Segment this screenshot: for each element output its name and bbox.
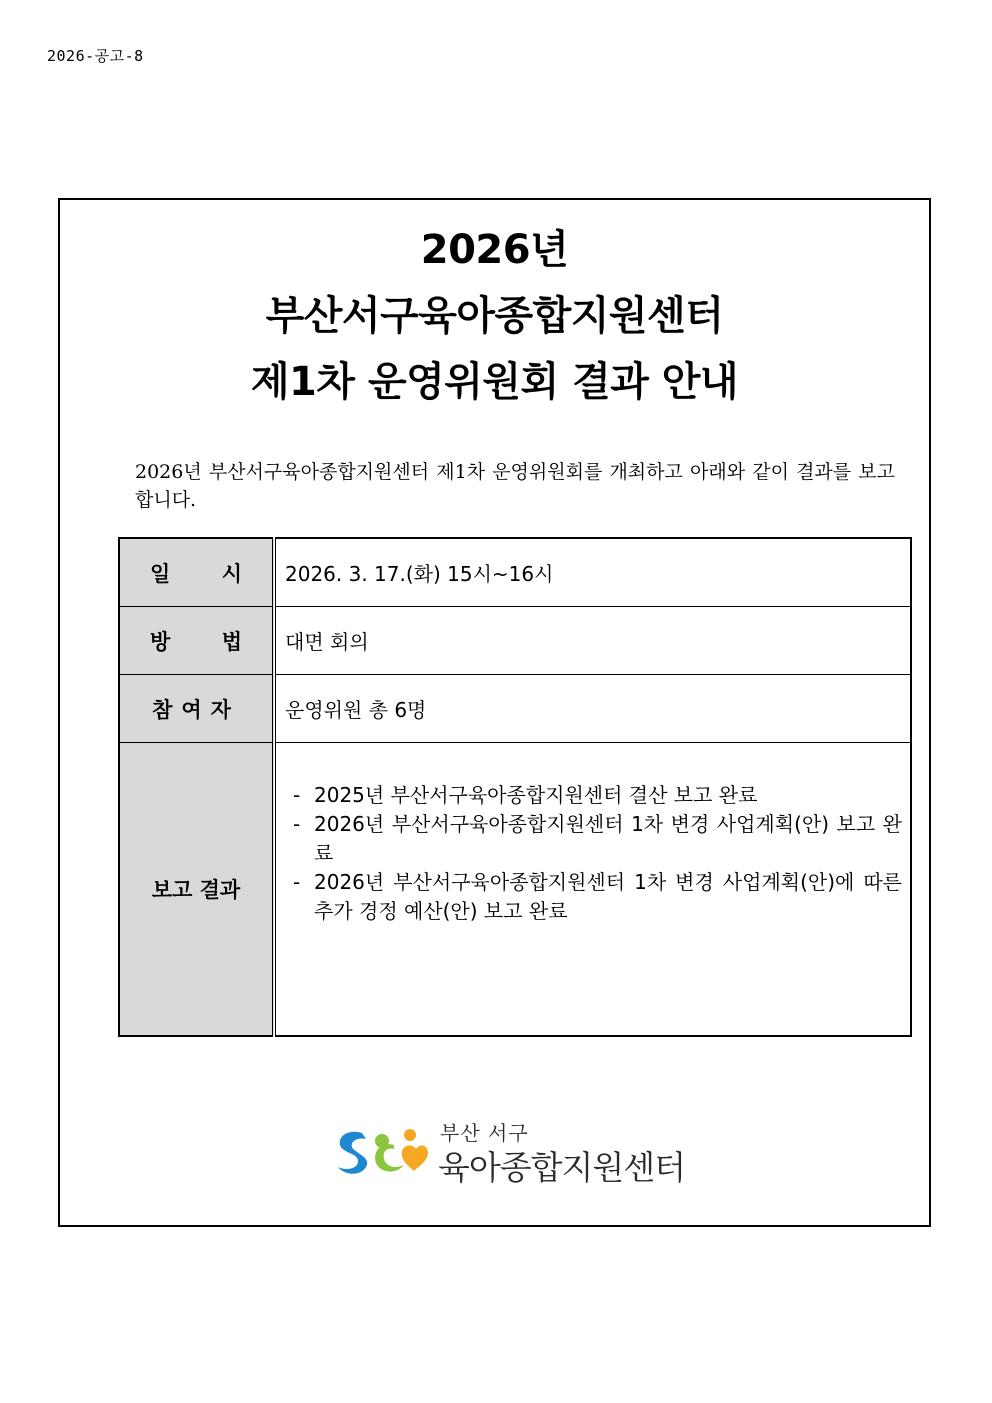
table-row-results [119,743,911,1037]
label-method: 방 법 [119,607,274,675]
value-datetime: 2026. 3. 17.(화) 15시~16시 [274,538,911,607]
value-method: 대면 회의 [274,607,911,675]
title-subject: 제1차 운영위원회 결과 안내 [250,359,739,405]
value-attendees: 운영위원 총 6명 [274,675,911,743]
notice-frame [58,198,931,1227]
intro-paragraph: 2026년 부산서구육아종합지원센터 제1차 운영위원회를 개최하고 아래와 같이 결과를 보고합니다. [135,461,895,511]
table-row-datetime [119,538,911,607]
results-list [285,781,910,926]
list-item: - 2026년 부산서구육아종합지원센터 1차 변경 사업계획(안)에 따른 추가 경정 예산(안) 보고 완료 [293,870,902,923]
table-row-attendees [119,675,911,743]
table-row-method [119,607,911,675]
logo-mark-icon [332,1123,432,1179]
label-attendees: 참여자 [119,675,274,743]
list-item: - 2025년 부산서구육아종합지원센터 결산 보고 완료 [293,783,758,807]
value-results [274,743,911,1037]
title-organization: 부산서구육아종합지원센터 [265,293,724,339]
document-number: 2026-공고-8 [47,47,144,65]
label-results: 보고 결과 [119,743,274,1037]
logo-text-district: 부산 서구 [440,1121,529,1145]
list-item: - 2026년 부산서구육아종합지원센터 1차 변경 사업계획(안) 보고 완료 [293,812,902,865]
label-datetime: 일 시 [119,538,274,607]
info-table [118,537,912,1037]
logo-text-center: 육아종합지원센터 [438,1148,686,1187]
organization-logo [332,1117,686,1187]
title-year: 2026년 [420,227,569,273]
